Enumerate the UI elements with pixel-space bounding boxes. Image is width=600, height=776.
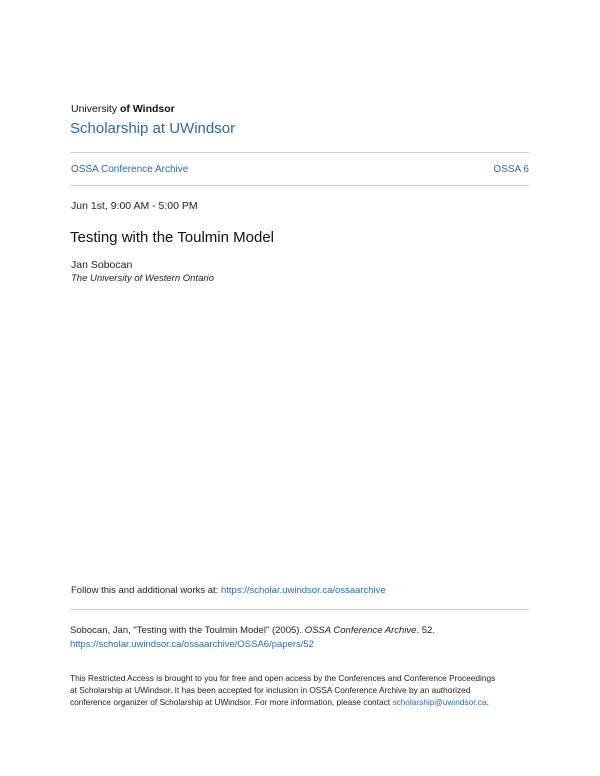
- follow-line: [71, 585, 386, 596]
- notice-line-3-prefix: conference organizer of Scholarship at UWindsor. For more information, please contact: [70, 697, 393, 707]
- repository-link[interactable]: Scholarship at UWindsor: [70, 120, 236, 137]
- university-name: [71, 103, 175, 115]
- recommended-citation: [70, 624, 530, 652]
- breadcrumb-archive-link[interactable]: OSSA Conference Archive: [71, 164, 189, 175]
- university-name-part1: University: [71, 103, 118, 115]
- notice-line-2: at Scholarship at UWindsor. It has been accepted for inclusion in OSSA Conference Archive by an authorized: [70, 685, 471, 695]
- top-divider: [70, 152, 529, 153]
- author-affiliation: The University of Western Ontario: [71, 273, 214, 284]
- paper-title: Testing with the Toulmin Model: [70, 229, 274, 246]
- follow-text: Follow this and additional works at:: [71, 585, 221, 596]
- notice-line-3-suffix: .: [486, 697, 489, 707]
- citation-source: OSSA Conference Archive: [304, 625, 417, 636]
- citation-suffix: . 52.: [416, 625, 435, 636]
- access-notice: [70, 672, 530, 708]
- follow-url-link[interactable]: https://scholar.uwindsor.ca/ossaarchive: [220, 585, 386, 596]
- notice-line-1: This Restricted Access is brought to you for free and open access by the Conferences and Conference Proceedings: [70, 673, 496, 683]
- citation-url-link[interactable]: https://scholar.uwindsor.ca/ossaarchive/OSSA6/papers/52: [70, 639, 314, 650]
- breadcrumb-ossa6-link[interactable]: OSSA 6: [493, 164, 529, 175]
- event-date: Jun 1st, 9:00 AM - 5:00 PM: [71, 200, 198, 212]
- university-name-part2: of Windsor: [120, 103, 175, 115]
- citation-prefix: Sobocan, Jan, "Testing with the Toulmin Model" (2005).: [70, 625, 305, 636]
- breadcrumb-divider: [70, 185, 529, 186]
- contact-email-link[interactable]: scholarship@uwindsor.ca: [392, 697, 487, 707]
- author-name: Jan Sobocan: [71, 259, 133, 271]
- citation-divider: [70, 609, 529, 610]
